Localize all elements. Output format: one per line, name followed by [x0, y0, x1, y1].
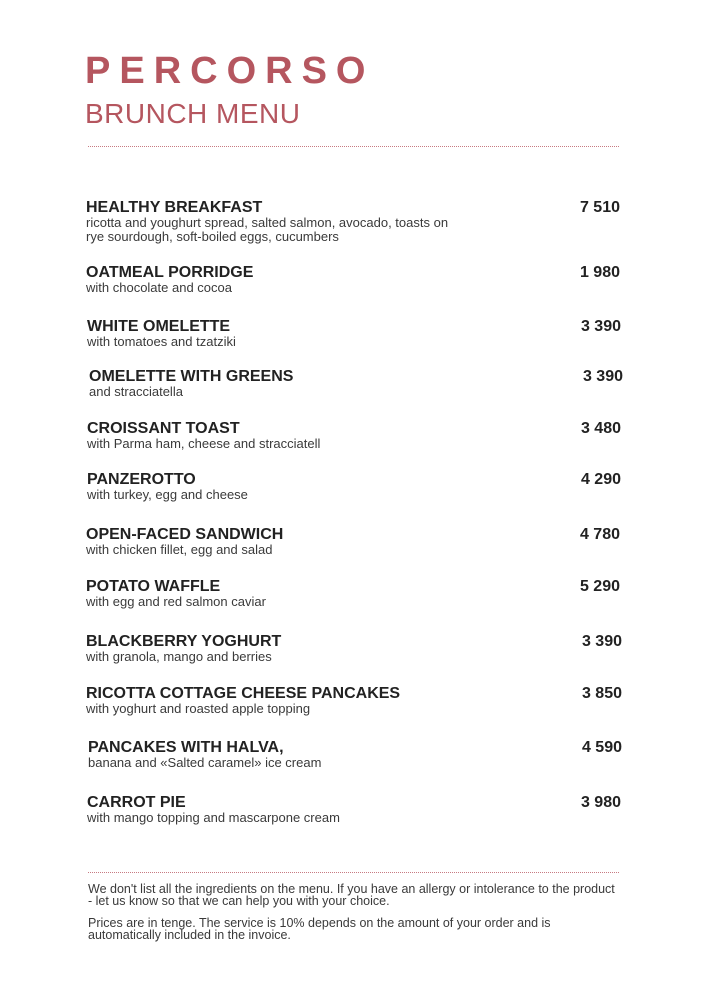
- menu-item-carrot-pie: [87, 794, 627, 825]
- item-name: RICOTTA COTTAGE CHEESE PANCAKES: [86, 685, 401, 702]
- item-description: ricotta and youghurt spread, salted salmon, avocado, toasts on rye sourdough, soft-boiled eggs, cucumbers: [86, 215, 449, 244]
- item-name: OATMEAL PORRIDGE: [86, 264, 254, 281]
- item-price: 3 980: [580, 794, 621, 811]
- menu-item-ricotta-pancakes: [86, 685, 626, 716]
- brand-logo-text: PERCORSO: [85, 50, 375, 92]
- item-description: with Parma ham, cheese and stracciatell: [87, 436, 321, 451]
- allergy-note: We don't list all the ingredients on the menu. If you have an allergy or intolerance to the product - let us know so that we can help you with your choice.: [88, 882, 615, 908]
- menu-item-healthy-breakfast: [86, 199, 626, 244]
- menu-item-panzerotto: [87, 471, 627, 502]
- item-description: and stracciatella: [89, 384, 183, 399]
- item-price: 3 390: [580, 318, 621, 335]
- menu-item-oatmeal-porridge: [86, 264, 626, 295]
- menu-item-white-omelette: [87, 318, 627, 349]
- menu-item-omelette-with-greens: [89, 368, 629, 399]
- item-description: banana and «Salted caramel» ice cream: [88, 755, 322, 770]
- service-note: Prices are in tenge. The service is 10% depends on the amount of your order and is automatically included in the invoice.: [88, 916, 551, 942]
- item-name: CARROT PIE: [87, 794, 186, 811]
- footer-notes: [88, 883, 618, 951]
- item-price: 4 590: [581, 739, 622, 756]
- item-name: WHITE OMELETTE: [87, 318, 231, 335]
- item-description: with chocolate and cocoa: [86, 280, 232, 295]
- menu-item-pancakes-with-halva: [88, 739, 628, 770]
- item-price: 4 780: [579, 526, 620, 543]
- item-price: 3 390: [581, 633, 622, 650]
- bottom-divider: [88, 872, 619, 873]
- item-description: with turkey, egg and cheese: [87, 487, 248, 502]
- menu-item-blackberry-yoghurt: [86, 633, 626, 664]
- item-name: HEALTHY BREAKFAST: [86, 199, 263, 216]
- menu-item-open-faced-sandwich: [86, 526, 626, 557]
- item-name: PANZEROTTO: [87, 471, 196, 488]
- menu-item-croissant-toast: [87, 420, 627, 451]
- item-price: 3 390: [582, 368, 623, 385]
- item-price: 3 850: [581, 685, 622, 702]
- item-price: 3 480: [580, 420, 621, 437]
- item-price: 4 290: [580, 471, 621, 488]
- item-name: OPEN-FACED SANDWICH: [86, 526, 284, 543]
- item-description: with yoghurt and roasted apple topping: [86, 701, 311, 716]
- menu-item-potato-waffle: [86, 578, 626, 609]
- top-divider: [88, 146, 619, 147]
- item-name: PANCAKES WITH HALVA,: [88, 739, 284, 756]
- item-price: 7 510: [579, 199, 620, 216]
- item-name: OMELETTE WITH GREENS: [89, 368, 294, 385]
- item-name: POTATO WAFFLE: [86, 578, 221, 595]
- item-price: 5 290: [579, 578, 620, 595]
- item-name: CROISSANT TOAST: [87, 420, 240, 437]
- item-description: with chicken fillet, egg and salad: [86, 542, 273, 557]
- item-description: with mango topping and mascarpone cream: [87, 810, 340, 825]
- item-description: with tomatoes and tzatziki: [87, 334, 236, 349]
- item-name: BLACKBERRY YOGHURT: [86, 633, 282, 650]
- item-description: with granola, mango and berries: [86, 649, 272, 664]
- menu-title: BRUNCH MENU: [85, 98, 301, 129]
- item-price: 1 980: [579, 264, 620, 281]
- item-description: with egg and red salmon caviar: [86, 594, 266, 609]
